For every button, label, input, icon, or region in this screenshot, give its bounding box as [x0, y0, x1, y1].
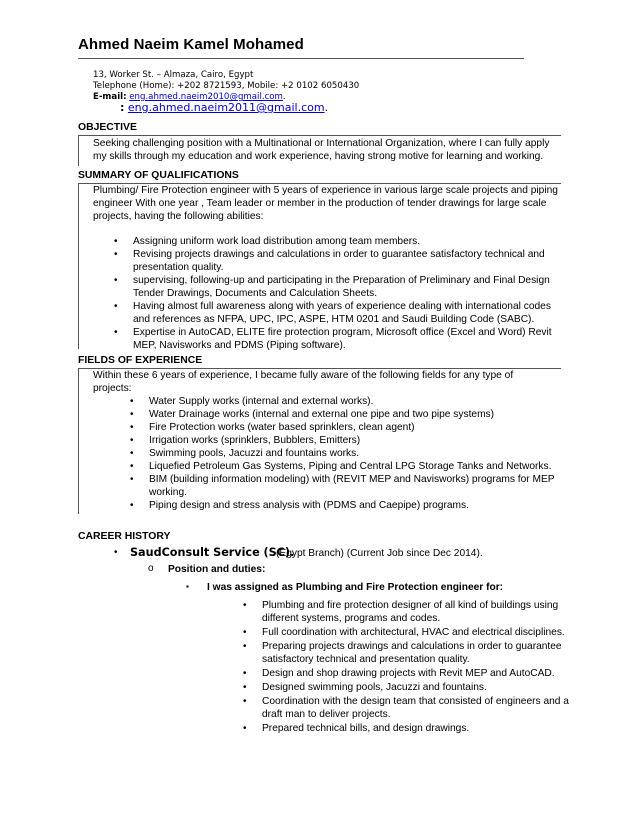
- list-item-text: Irrigation works (sprinklers, Bubblers, Emitters): [149, 435, 361, 446]
- bullet-icon: •: [114, 249, 118, 260]
- bullet-icon: •: [130, 461, 134, 472]
- list-item: [243, 722, 574, 735]
- list-item: [243, 640, 574, 666]
- list-item: [114, 300, 565, 326]
- bullet-icon: •: [243, 682, 247, 693]
- email-2-suffix: .: [324, 101, 329, 114]
- list-item: [243, 599, 574, 625]
- list-item: [114, 326, 565, 352]
- list-item-text: Designed swimming pools, Jacuzzi and fountains.: [262, 682, 487, 693]
- list-item-text: Water Supply works (internal and external works).: [149, 396, 374, 407]
- email-link-1[interactable]: eng.ahmed.naeim2010@gmail.com: [129, 92, 283, 102]
- list-item: [114, 235, 565, 248]
- bullet-icon: •: [243, 723, 247, 734]
- bullet-icon: •: [130, 409, 134, 420]
- bullet-icon: •: [243, 668, 247, 679]
- bullet-icon: •: [243, 627, 247, 638]
- list-item: [243, 626, 574, 639]
- name-divider: [78, 58, 524, 59]
- list-item-text: Revising projects drawings and calculations in order to guarantee satisfactory technical and presentation quality.: [133, 249, 545, 273]
- bullet-icon: •: [243, 641, 247, 652]
- objective-heading: OBJECTIVE: [78, 122, 137, 133]
- email-link-2[interactable]: eng.ahmed.naeim2011@gmail.com: [127, 101, 325, 114]
- email-label: E-mail:: [93, 92, 127, 102]
- bullet-icon: •: [243, 696, 247, 707]
- list-item: [114, 274, 565, 300]
- list-item-text: Full coordination with architectural, HVAC and electrical disciplines.: [262, 627, 565, 638]
- position-bullet: o: [148, 563, 154, 574]
- email-1-suffix: .: [282, 92, 286, 102]
- email-2-prefix: :: [120, 101, 125, 114]
- list-item-text: Preparing projects drawings and calculations in order to guarantee satisfactory technical and presentation quality.: [262, 641, 562, 665]
- list-item-text: Swimming pools, Jacuzzi and fountains works.: [149, 448, 360, 459]
- list-item: [130, 473, 569, 499]
- list-item: [243, 681, 574, 694]
- telephone: Telephone (Home): +202 8721593, Mobile: +2 0102 6050430: [93, 81, 360, 91]
- list-item-text: Piping design and stress analysis with (PDMS and Caepipe) programs.: [149, 500, 469, 511]
- qualifications-intro: Plumbing/ Fire Protection engineer with 5 years of experience in various large scale projects and piping engineer With one year , Team leader or member in the production of tender drawings for large scale projects, having the following abilities:: [93, 185, 558, 222]
- qualifications-heading: SUMMARY OF QUALIFICATIONS: [78, 170, 239, 181]
- bullet-icon: •: [114, 327, 118, 338]
- list-item-text: Design and shop drawing projects with Revit MEP and AutoCAD.: [262, 668, 555, 679]
- list-item-text: Assigning uniform work load distribution among team members.: [133, 236, 421, 247]
- bullet-icon: •: [130, 396, 134, 407]
- list-item-text: Prepared technical bills, and design drawings.: [262, 723, 470, 734]
- list-item-text: Expertise in AutoCAD, ELITE fire protection program, Microsoft office (Excel and Word) Revit MEP, Navisworks and PDMS (Piping software).: [133, 327, 552, 351]
- candidate-name: Ahmed Naeim Kamel Mohamed: [78, 36, 304, 53]
- fields-heading: FIELDS OF EXPERIENCE: [78, 355, 203, 366]
- list-item: [130, 499, 569, 512]
- company-detail: (Egypt Branch) (Current Job since Dec 2014).: [276, 548, 483, 559]
- list-item: [130, 447, 569, 460]
- bullet-icon: •: [130, 474, 134, 485]
- job-bullet: •: [114, 547, 118, 558]
- career-heading: CAREER HISTORY: [78, 531, 171, 542]
- bullet-icon: •: [130, 448, 134, 459]
- address: 13, Worker St. – Almaza, Cairo, Egypt: [93, 70, 254, 80]
- list-item-text: Coordination with the design team that consisted of engineers and a draft man to deliver projects.: [262, 696, 569, 720]
- bullet-icon: •: [130, 422, 134, 433]
- list-item-text: supervising, following-up and participating in the Preparation of Preliminary and Final Design Tender Drawings, Documents and Calculation Sheets.: [133, 275, 550, 299]
- list-item-text: Water Drainage works (internal and external one pipe and two pipe systems): [149, 409, 495, 420]
- duties-list: [243, 599, 574, 735]
- list-item-text: Plumbing and fire protection designer of all kind of buildings using different systems, programs and codes.: [262, 600, 559, 624]
- bullet-icon: •: [243, 600, 247, 611]
- assignment-bullet: ▪: [186, 582, 189, 591]
- list-item-text: BIM (building information modeling) with (REVIT MEP and Navisworks) programs for MEP working.: [149, 474, 555, 498]
- company-name: SaudConsult Service (SC).: [130, 546, 295, 559]
- fields-list: [130, 395, 569, 512]
- email-line-2: [120, 102, 328, 113]
- bullet-icon: •: [114, 301, 118, 312]
- bullet-icon: •: [114, 236, 118, 247]
- bullet-icon: •: [130, 435, 134, 446]
- list-item: [130, 408, 569, 421]
- list-item: [114, 248, 565, 274]
- list-item-text: Liquefied Petroleum Gas Systems, Piping and Central LPG Storage Tanks and Networks.: [149, 461, 552, 472]
- list-item: [130, 421, 569, 434]
- objective-text: Seeking challenging position with a Multinational or International Organization, where I can fully apply my skills through my education and work experience, having strong motive for learning and working.: [93, 138, 550, 162]
- qualifications-list: [114, 235, 565, 352]
- list-item-text: Having almost full awareness along with years of experience dealing with international codes and references as NFPA, UPC, IPC, ASPE, HTM 0201 and Saudi Building Code (SABC).: [133, 301, 551, 325]
- list-item: [130, 460, 569, 473]
- list-item-text: Fire Protection works (water based sprinklers, clean agent): [149, 422, 415, 433]
- position-label: Position and duties:: [168, 564, 266, 575]
- assignment-text: I was assigned as Plumbing and Fire Protection engineer for:: [207, 582, 504, 593]
- list-item: [243, 667, 574, 680]
- list-item: [130, 395, 569, 408]
- list-item: [130, 434, 569, 447]
- bullet-icon: •: [130, 500, 134, 511]
- fields-intro: Within these 6 years of experience, I became fully aware of the following fields for any type of projects:: [93, 370, 514, 394]
- list-item: [243, 695, 574, 721]
- bullet-icon: •: [114, 275, 118, 286]
